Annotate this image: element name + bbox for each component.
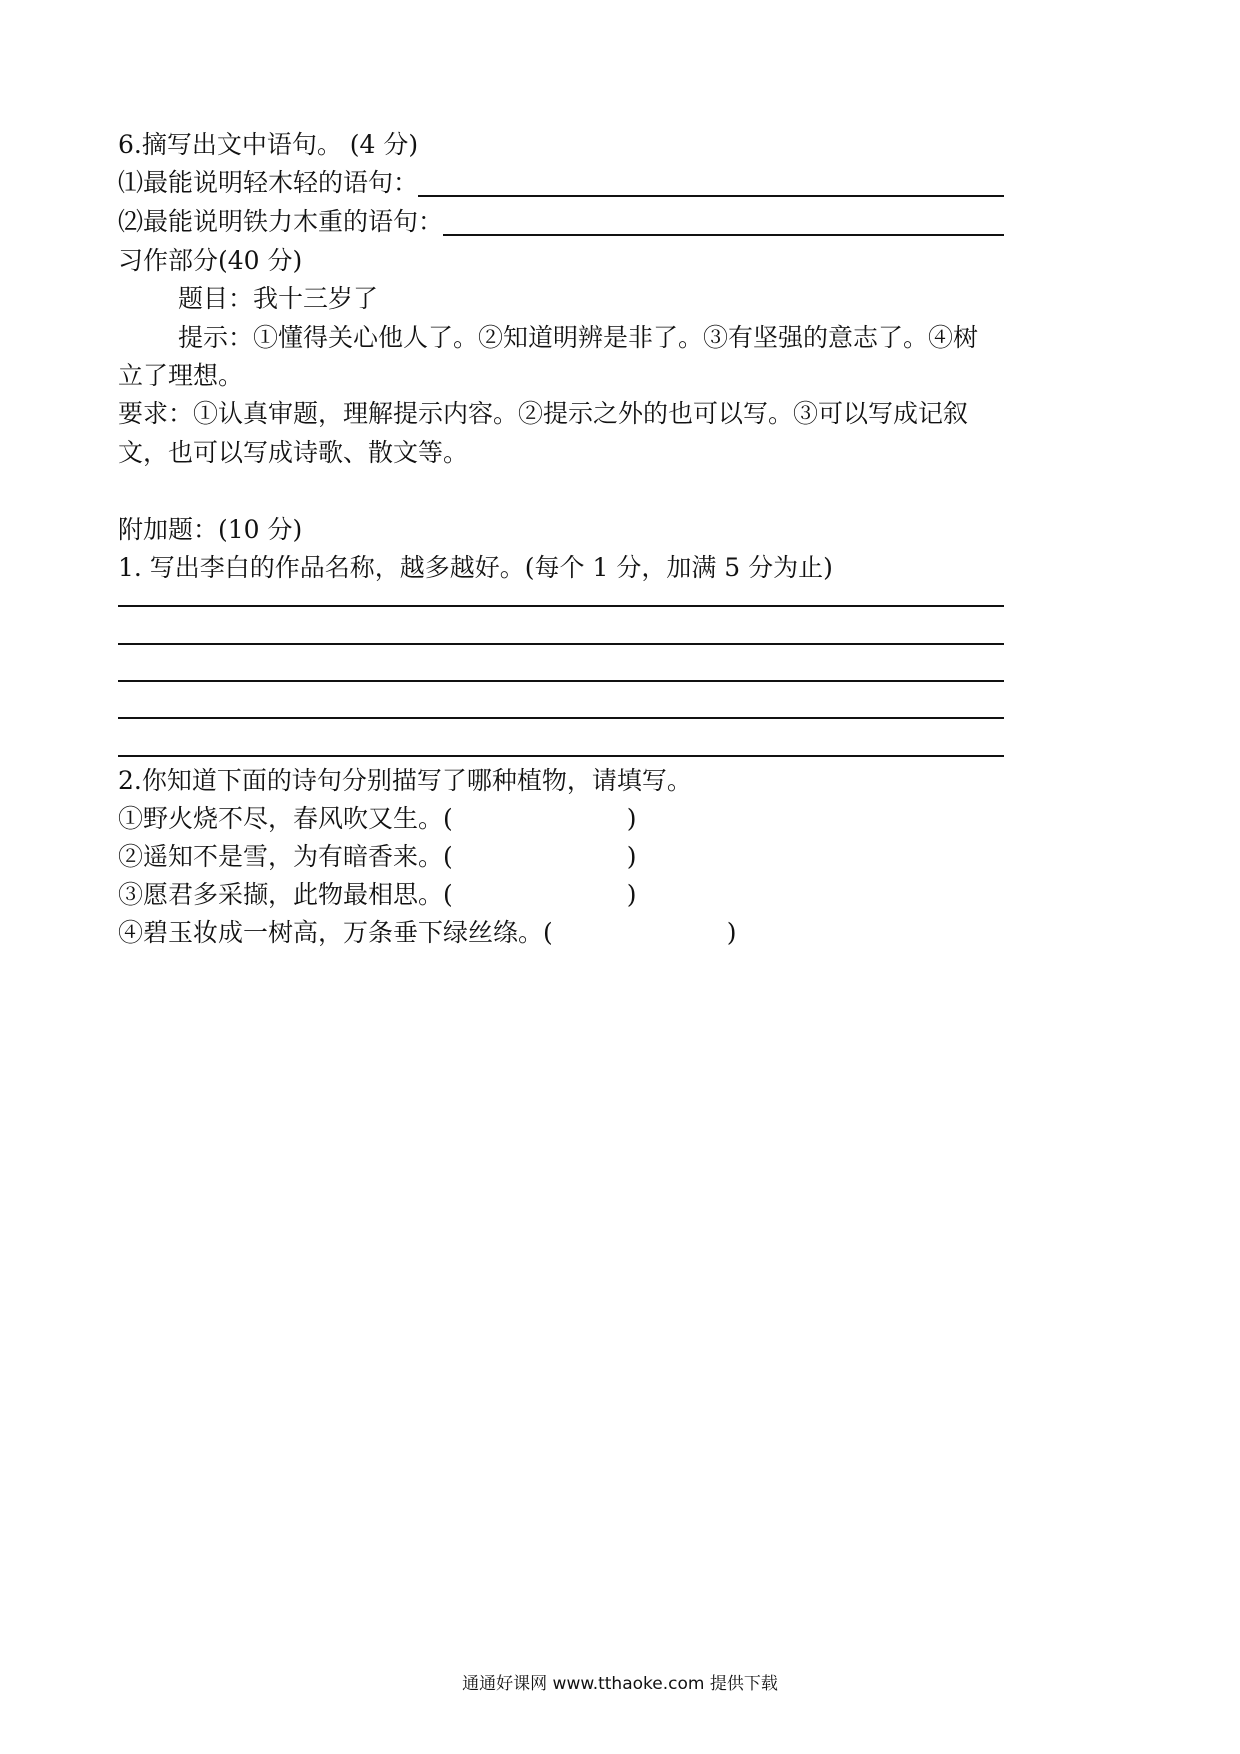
composition-topic: 题目：我十三岁了	[178, 284, 379, 313]
plant-item-close: )	[626, 842, 637, 871]
composition-requirement-2: 文，也可以写成诗歌、散文等。	[118, 438, 469, 467]
answer-line-1[interactable]	[118, 605, 1004, 607]
plant-item-close: )	[626, 880, 637, 909]
plant-item-close: )	[726, 918, 737, 947]
plant-item-text: ③愿君多采撷，此物最相思。(	[118, 880, 453, 909]
composition-heading: 习作部分(40 分)	[118, 246, 303, 275]
answer-line-5[interactable]	[118, 755, 1004, 757]
page-footer: 通通好课网 www.tthaoke.com 提供下载	[462, 1674, 778, 1694]
plant-item-text: ④碧玉妆成一树高，万条垂下绿丝绦。(	[118, 918, 553, 947]
q2-label: ⑵最能说明铁力木重的语句：	[118, 207, 444, 236]
answer-line-2[interactable]	[118, 643, 1004, 645]
bonus-heading: 附加题：(10 分)	[118, 515, 303, 544]
bonus-q1: 1. 写出李白的作品名称，越多越好。(每个 1 分，加满 5 分为止)	[118, 553, 833, 582]
plant-item-4	[118, 916, 737, 950]
q1-answer-line[interactable]	[418, 195, 1004, 197]
composition-requirement-1: 要求：①认真审题，理解提示内容。②提示之外的也可以写。③可以写成记叙	[118, 399, 969, 428]
q2-answer-line[interactable]	[443, 234, 1004, 236]
section6-title: 6.摘写出文中语句。 (4 分)	[118, 130, 419, 159]
plant-item-3	[118, 878, 637, 912]
answer-line-3[interactable]	[118, 680, 1004, 682]
composition-hint-2: 立了理想。	[118, 361, 244, 390]
plant-item-1	[118, 802, 637, 836]
plant-item-text: ①野火烧不尽，春风吹又生。(	[118, 804, 453, 833]
plant-item-close: )	[626, 804, 637, 833]
bonus-q2: 2.你知道下面的诗句分别描写了哪种植物，请填写。	[118, 766, 692, 795]
plant-item-2	[118, 840, 637, 874]
answer-line-4[interactable]	[118, 717, 1004, 719]
q1-label: ⑴最能说明轻木轻的语句：	[118, 168, 419, 197]
composition-hint-1: 提示：①懂得关心他人了。②知道明辨是非了。③有坚强的意志了。④树	[178, 323, 979, 352]
plant-item-text: ②遥知不是雪，为有暗香来。(	[118, 842, 453, 871]
